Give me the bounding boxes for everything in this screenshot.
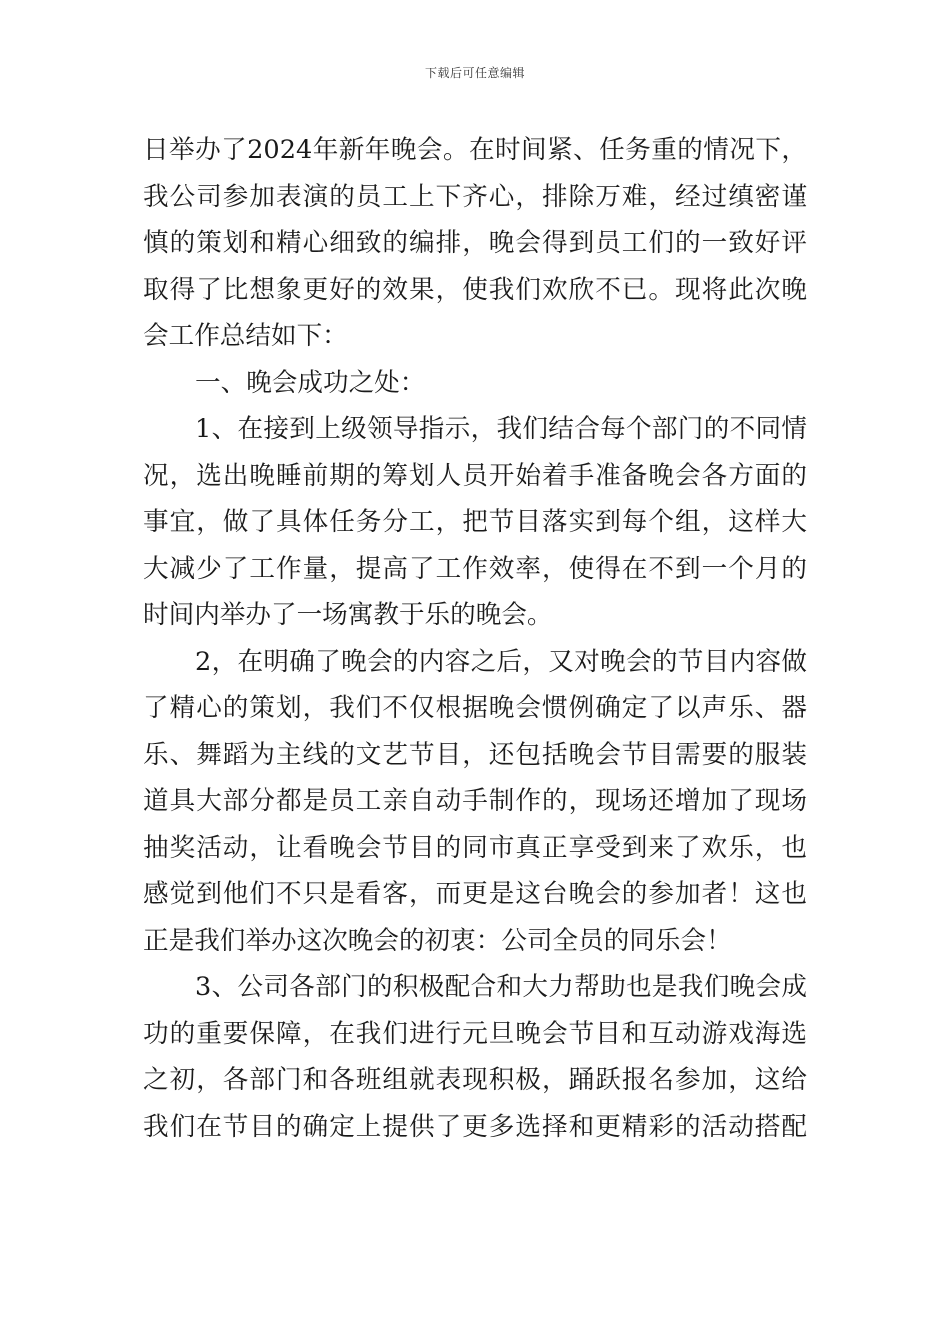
text-line: 况，选出晚睡前期的筹划人员开始着手准备晚会各方面的 [143, 460, 807, 491]
text-line: 我们在节目的确定上提供了更多选择和更精彩的活动搭配 [143, 1111, 807, 1142]
text-line: 正是我们举办这次晚会的初衷：公司全员的同乐会！ [143, 925, 732, 956]
text-line: 大减少了工作量，提高了工作效率，使得在不到一个月的 [143, 553, 807, 584]
text-line: 乐、舞蹈为主线的文艺节目，还包括晚会节目需要的服装 [143, 739, 807, 770]
text-line: 会工作总结如下： [143, 321, 348, 351]
text-line: 一、晚会成功之处： [195, 367, 426, 398]
text-line: 感觉到他们不只是看客，而更是这台晚会的参加者！这也 [143, 879, 807, 909]
text-line: 取得了比想象更好的效果，使我们欢欣不已。现将此次晚 [143, 274, 807, 305]
text-line: 功的重要保障，在我们进行元旦晚会节目和互动游戏海选 [143, 1018, 807, 1049]
text-line: 道具大部分都是员工亲自动手制作的，现场还增加了现场 [143, 786, 807, 816]
page-header: 下载后可任意编辑 [424, 66, 525, 80]
text-line: 慎的策划和精心细致的编排，晚会得到员工们的一致好评 [143, 228, 807, 258]
text-line: 抽奖活动，让看晚会节目的同市真正享受到来了欢乐，也 [143, 832, 807, 863]
text-line: 日举办了2024年新年晚会。在时间紧、任务重的情况下， [143, 135, 807, 165]
text-line: 1、在接到上级领导指示，我们结合每个部门的不同情 [195, 414, 807, 444]
text-line: 我公司参加表演的员工上下齐心，排除万难，经过缜密谨 [143, 181, 807, 212]
text-line: 事宜，做了具体任务分工，把节目落实到每个组，这样大 [143, 507, 807, 537]
text-line: 时间内举办了一场寓教于乐的晚会。 [143, 600, 553, 630]
text-line: 2，在明确了晚会的内容之后，又对晚会的节目内容做 [195, 646, 807, 677]
document-body [143, 127, 807, 1150]
text-line: 了精心的策划，我们不仅根据晚会惯例确定了以声乐、器 [143, 693, 807, 723]
text-line: 之初，各部门和各班组就表现积极，踊跃报名参加，这给 [143, 1065, 807, 1095]
text-line: 3、公司各部门的积极配合和大力帮助也是我们晚会成 [195, 972, 807, 1002]
